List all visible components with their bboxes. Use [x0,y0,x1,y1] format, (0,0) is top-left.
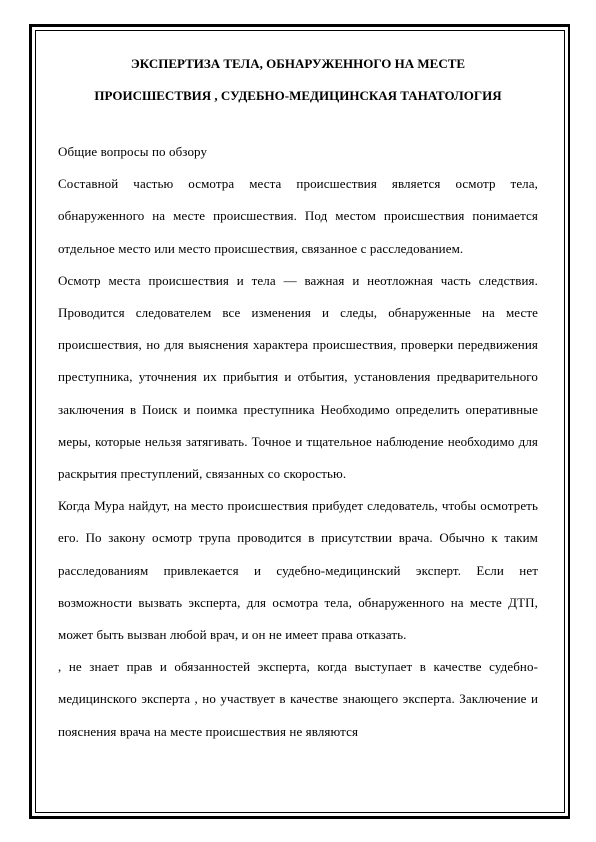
paragraph-1: Составной частью осмотра места происшествия является осмотр тела, обнаруженного на месте происшествия. Под местом происшествия понимается отдельное место или место происшествия, связанное с расследованием. [58,176,538,256]
document-title-line-1: ЭКСПЕРТИЗА ТЕЛА, ОБНАРУЖЕННОГО НА МЕСТЕ [130,56,466,71]
document-body [58,48,538,748]
document-title-line-2: ПРОИСШЕСТВИЯ , СУДЕБНО-МЕДИЦИНСКАЯ ТАНАТОЛОГИЯ [94,88,502,103]
paragraph-2: Осмотр места происшествия и тела — важная и неотложная часть следствия. Проводится следователем все изменения и следы, обнаруженные на месте происшествия, но для выяснения характера происшествия, проверки передвижения преступника, уточнения их прибытия и отбытия, установления предварительного заключения в Поиск и поимка преступника Необходимо определить оперативные меры, которые нельзя затягивать. Точное и тщательное наблюдение необходимо для раскрытия преступлений, связанных со скоростью. [58,272,538,482]
paragraph-4: , не знает прав и обязанностей эксперта, когда выступает в качестве судебно-медицинского эксперта , но участвует в качестве знающего эксперта. Заключение и пояснения врача на месте происшествия не являются [58,659,538,739]
paragraph-3: Когда Мура найдут, на место происшествия прибудет следователь, чтобы осмотреть его. По закону осмотр трупа проводится в присутствии врача. Обычно к таким расследованиям привлекается и судебно-медицинский эксперт. Если нет возможности вызвать эксперта, для осмотра тела, обнаруженного на месте ДТП, может быть вызван любой врач, и он не имеет права отказать. [58,498,538,643]
section-heading: Общие вопросы по обзору [58,144,208,159]
title-spacer [58,112,538,136]
